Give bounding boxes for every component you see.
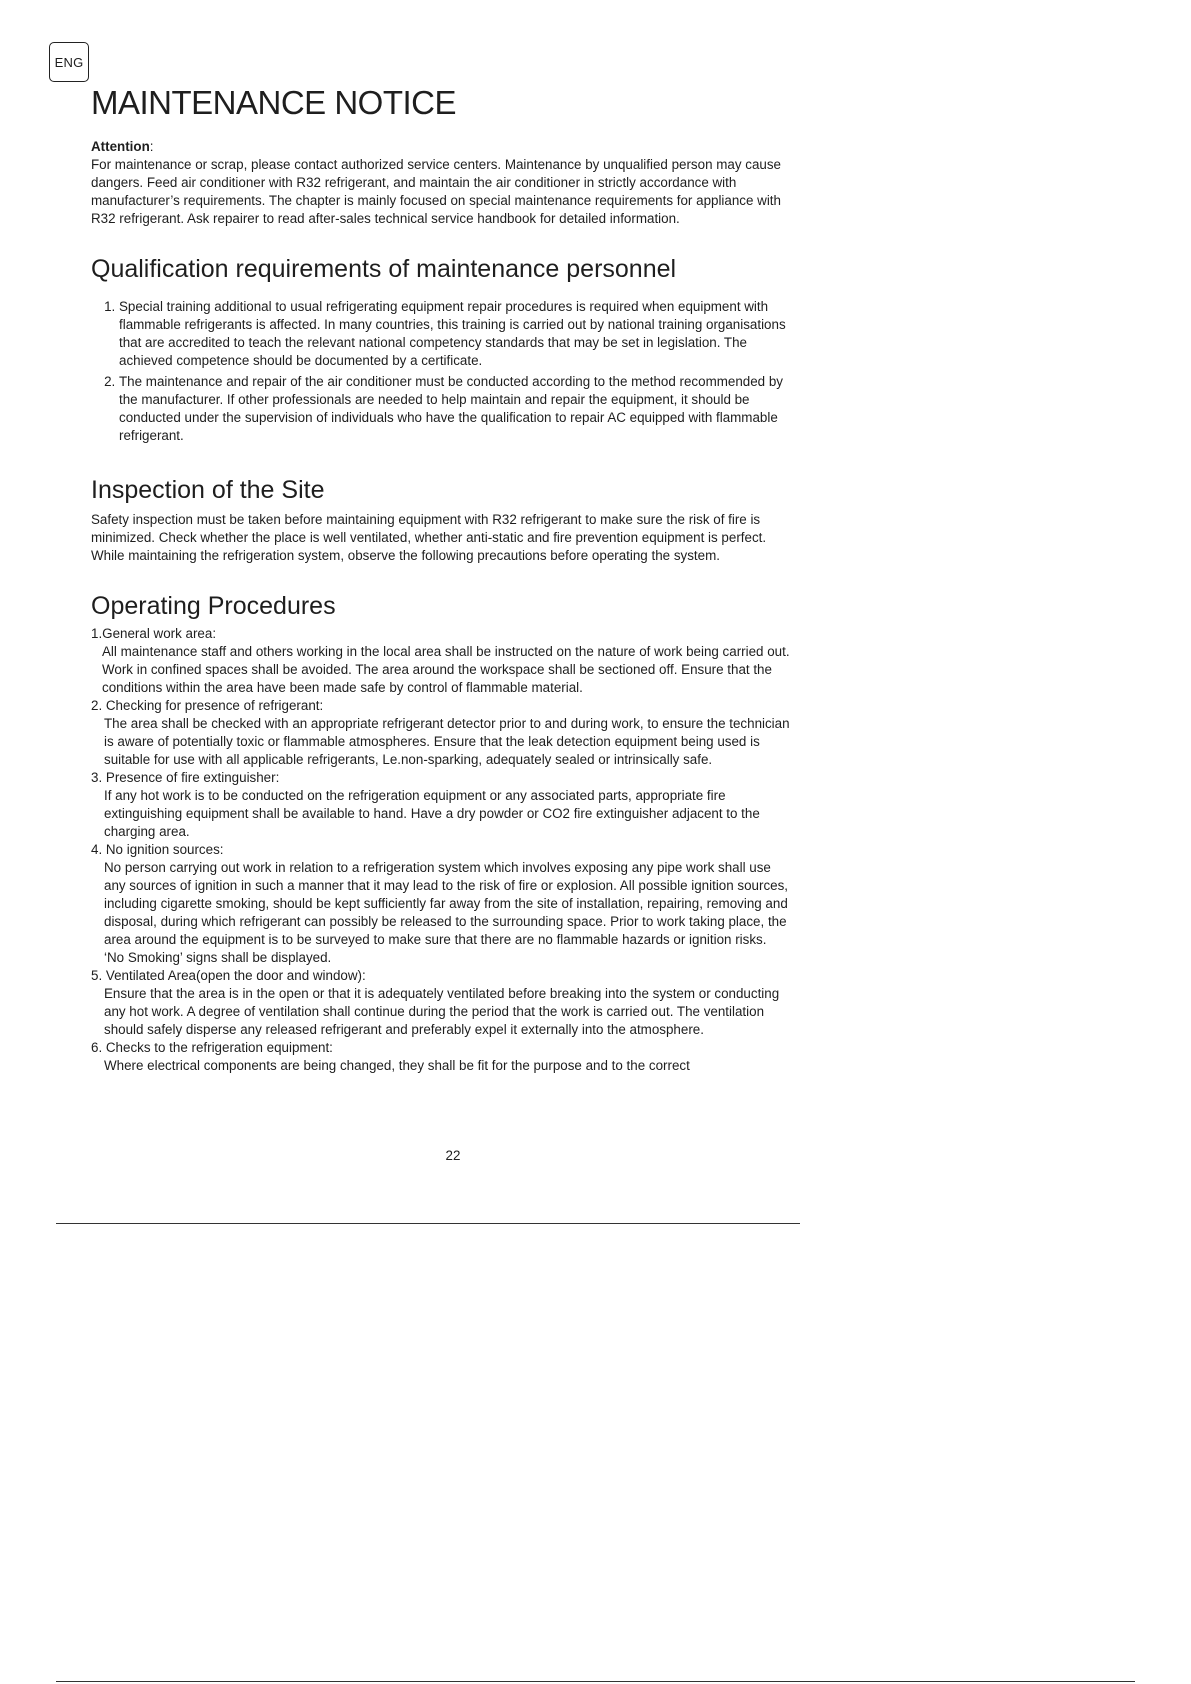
divider-line [56, 1223, 800, 1224]
operating-item-general-work-area [91, 625, 791, 697]
qualification-list [91, 298, 791, 445]
operating-item-title: 5. Ventilated Area(open the door and window): [91, 968, 366, 983]
inspection-text: Safety inspection must be taken before maintaining equipment with R32 refrigerant to make sure the risk of fire is minimized. Check whether the place is well ventilated, whether anti-static and fire prevention equipment is perfect. While maintaining the refrigeration system, observe the following precautions before operating the system. [91, 512, 767, 563]
inspection-heading: Inspection of the Site [91, 476, 325, 504]
operating-item-note: ‘No Smoking’ signs shall be displayed. [104, 950, 332, 965]
operating-item-title: 3. Presence of fire extinguisher: [91, 770, 280, 785]
operating-item-title: 6. Checks to the refrigeration equipment: [91, 1040, 333, 1055]
operating-item-fire-extinguisher [91, 769, 791, 841]
operating-heading: Operating Procedures [91, 592, 336, 620]
page-content [91, 82, 791, 1075]
operating-item-title: 1.General work area: [91, 626, 217, 641]
operating-item-no-ignition [91, 841, 791, 967]
operating-item-refrigerant-check [91, 697, 791, 769]
qualification-item: 2. The maintenance and repair of the air conditioner must be conducted according to the method recommended by the manufacturer. If other professionals are needed to help maintain and repair the equipment, it should be conducted under the supervision of individuals who have the qualification to repair AC equipped with flammable refrigerant. [119, 373, 791, 445]
operating-item-body: The area shall be checked with an appropriate refrigerant detector prior to and during work, to ensure the technician is aware of potentially toxic or flammable atmospheres. Ensure that the leak detection equipment being used is suitable for use with all applicable refrigerants, Le.non-sparking, adequately sealed or intrinsically safe. [104, 716, 790, 767]
qualification-item: 1. Special training additional to usual refrigerating equipment repair procedures is required when equipment with flammable refrigerants is affected. In many countries, this training is carried out by national training organisations that are accredited to teach the relevant national competency standards that may be set in legislation. The achieved competence should be documented by a certificate. [119, 298, 791, 370]
attention-label: Attention [91, 139, 150, 154]
operating-item-ventilated-area [91, 967, 791, 1039]
attention-text: For maintenance or scrap, please contact authorized service centers. Maintenance by unqualified person may cause dangers. Feed air conditioner with R32 refrigerant, and maintain the air conditioner in strictly accordance with manufacturer’s requirements. The chapter is mainly focused on special maintenance requirements for appliance with R32 refrigerant. Ask repairer to read after-sales technical service handbook for detailed information. [91, 157, 781, 226]
bottom-divider-line [56, 1681, 1135, 1682]
operating-item-body: Where electrical components are being changed, they shall be fit for the purpose and to the correct [104, 1058, 690, 1073]
operating-item-equipment-checks [91, 1039, 791, 1075]
page-number: 22 [445, 1148, 461, 1163]
language-badge: ENG [49, 42, 89, 82]
operating-list [91, 625, 791, 1075]
page-title: MAINTENANCE NOTICE [91, 84, 457, 121]
operating-item-title: 4. No ignition sources: [91, 842, 224, 857]
operating-item-body: Ensure that the area is in the open or that it is adequately ventilated before breaking into the system or conducting any hot work. A degree of ventilation shall continue during the period that the work is carried out. The ventilation should safely disperse any released refrigerant and preferably expel it externally into the atmosphere. [104, 986, 780, 1037]
operating-item-body: No person carrying out work in relation to a refrigeration system which involves exposing any pipe work shall use any sources of ignition in such a manner that it may lead to the risk of fire or explosion. All possible ignition sources, including cigarette smoking, should be kept sufficiently far away from the site of installation, repairing, removing and disposal, during which refrigerant can possibly be released to the surrounding space. Prior to work taking place, the area around the equipment is to be surveyed to make sure that there are no flammable hazards or ignition risks. [104, 860, 789, 947]
operating-item-title: 2. Checking for presence of refrigerant: [91, 698, 324, 713]
operating-item-body: All maintenance staff and others working in the local area shall be instructed on the nature of work being carried out. Work in confined spaces shall be avoided. The area around the workspace shall be sectioned off. Ensure that the conditions within the area have been made safe by control of flammable material. [102, 644, 790, 695]
operating-item-body: If any hot work is to be conducted on the refrigeration equipment or any associated parts, appropriate fire extinguishing equipment shall be available to hand. Have a dry powder or CO2 fire extinguisher adjacent to the charging area. [104, 788, 760, 839]
attention-label-line: Attention: [91, 139, 154, 154]
qualification-heading: Qualification requirements of maintenance personnel [91, 255, 677, 283]
